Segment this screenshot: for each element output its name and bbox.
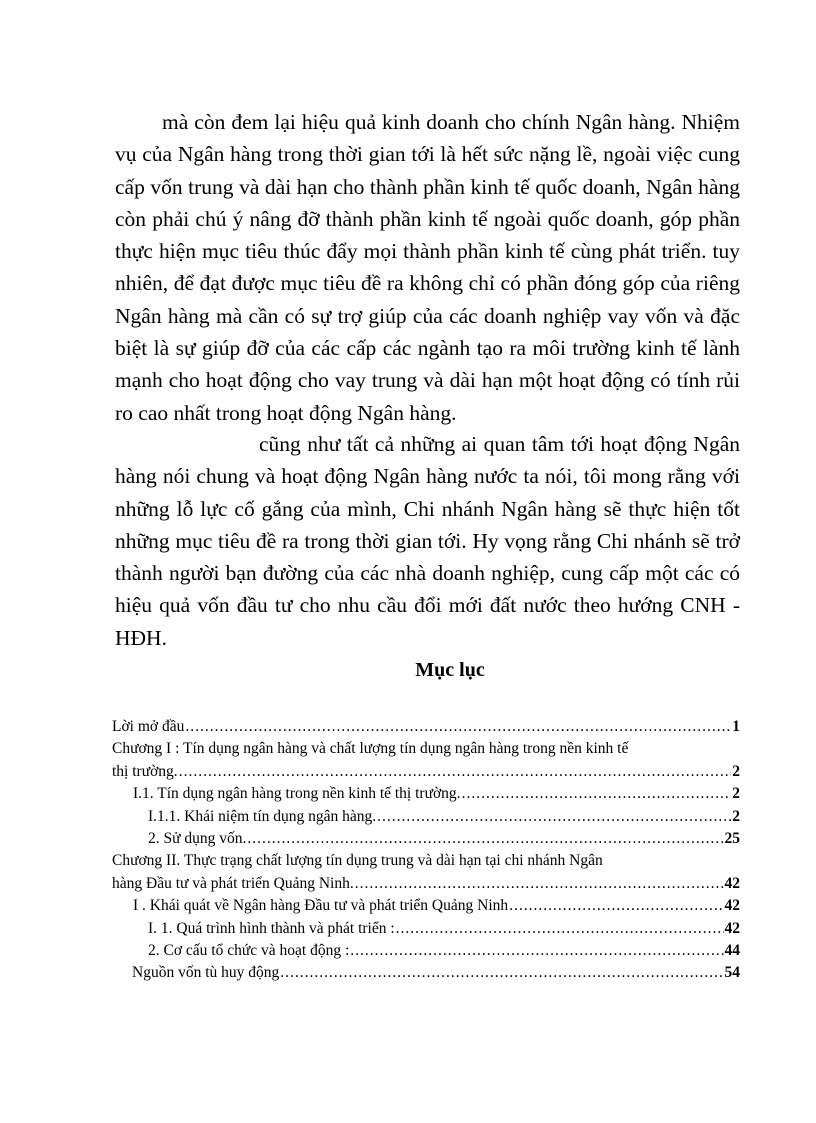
toc-entry-section-1-1[interactable] — [112, 783, 740, 805]
toc-entry-section-1-1-1[interactable] — [112, 806, 740, 828]
toc-page-number: 42 — [724, 919, 740, 937]
toc-entry-text: thị trường. — [112, 762, 178, 780]
toc-page-number: 42 — [724, 897, 740, 915]
toc-page-number: 2 — [732, 785, 740, 803]
toc-leader-dots — [280, 962, 723, 984]
toc-title: Mục lục — [415, 659, 485, 681]
toc-entry-chuong-1[interactable] — [112, 738, 740, 783]
toc-leader-dots — [462, 783, 732, 805]
body-paragraph-1: mà còn đem lại hiệu quả kinh doanh cho chính Ngân hàng. Nhiệm vụ của Ngân hàng trong thời gian tới là hết sức nặng lề, ngoài việc cung cấp vốn trung và dài hạn cho thành phần kinh tế quốc doanh, Ngân hàng còn phải chú ý nâng đỡ thành phần kinh tế ngoài quốc doanh, góp phần thực hiện mục tiêu thúc đẩy mọi thành phần kinh tế cùng phát triển. tuy nhiên, để đạt được mục tiêu đề ra không chỉ có phần đóng góp của riêng Ngân hàng mà cần có sự trợ giúp của các doanh nghiệp vay vốn và đặc biệt là sự giúp đỡ của các cấp các ngành tạo ra môi trường kinh tế lành mạnh cho hoạt động cho vay trung và dài hạn một hoạt động có tính rủi ro cao nhất trong hoạt động Ngân hàng. — [115, 110, 740, 425]
toc-entry-nguon-von[interactable] — [112, 962, 740, 984]
toc-entry-text: Lời mở đầu — [112, 718, 185, 735]
toc-entry-chuong-2[interactable] — [112, 850, 740, 895]
toc-page-number: 25 — [724, 830, 740, 848]
toc-page-number: 44 — [724, 942, 740, 960]
toc-entry-khai-quat[interactable] — [112, 895, 740, 917]
toc-leader-dots — [185, 716, 731, 738]
toc-leader-dots — [179, 761, 732, 783]
toc-entry-text: 2. Sử dụng vốn. — [148, 830, 247, 848]
toc-entry-text: hàng Đầu tư và phát triển Quảng Ninh. — [112, 874, 354, 892]
toc-leader-dots — [396, 918, 724, 940]
body-paragraph-2: cũng như tất cả những ai quan tâm tới hoạt động Ngân hàng nói chung và hoạt động Ngân hàng nước ta nói, tôi mong rằng với những lỗ lực cố gắng của mình, Chi nhánh Ngân hàng sẽ thực hiện tốt những mục tiêu đề ra trong thời gian tới. Hy vọng rằng Chi nhánh sẽ trở thành người bạn đường của các nhà doanh nghiệp, cung cấp một các có hiệu quả vốn đầu tư cho nhu cầu đổi mới đất nước theo hướng CNH - HĐH. — [115, 432, 740, 650]
toc-entry-text: I. 1. Quá trình hình thành và phát triển : — [148, 919, 395, 937]
toc-entry-text: I . Khái quát về Ngân hàng Đầu tư và phát triển Quảng Ninh — [133, 897, 509, 915]
toc-entry-text: Nguồn vốn tù huy động — [132, 964, 280, 982]
toc-page-number: 1 — [732, 718, 740, 735]
toc-leader-dots — [355, 873, 724, 895]
toc-entry-text-line1: Chương II. Thực trạng chất lượng tín dụng trung và dài hạn tại chi nhánh Ngân — [112, 852, 603, 870]
toc-leader-dots — [509, 895, 723, 917]
toc-leader-dots — [350, 940, 723, 962]
toc-page-number: 42 — [724, 874, 740, 892]
toc-page-number: 2 — [732, 807, 740, 825]
toc-leader-dots — [247, 828, 723, 850]
toc-entry-text-line1: Chương I : Tín dụng ngân hàng và chất lượng tín dụng ngân hàng trong nền kinh tế — [112, 740, 629, 758]
toc-entry-text: I.1.1. Khái niệm tín dụng ngân hàng. — [148, 807, 377, 825]
toc-leader-dots — [377, 806, 731, 828]
toc-entry-text: I.1. Tín dụng ngân hàng trong nền kinh tế thị trường. — [133, 785, 461, 803]
toc-entry-su-dung-von[interactable] — [112, 828, 740, 850]
toc-page-number: 2 — [732, 762, 740, 780]
toc-entry-qua-trinh-hinh-thanh[interactable] — [112, 918, 740, 940]
toc-entry-loi-mo-dau[interactable] — [112, 716, 740, 738]
table-of-contents — [112, 716, 740, 985]
toc-page-number: 54 — [724, 964, 740, 982]
toc-entry-text: 2. Cơ cấu tổ chức và hoạt động : — [148, 942, 350, 960]
toc-entry-co-cau-to-chuc[interactable] — [112, 940, 740, 962]
